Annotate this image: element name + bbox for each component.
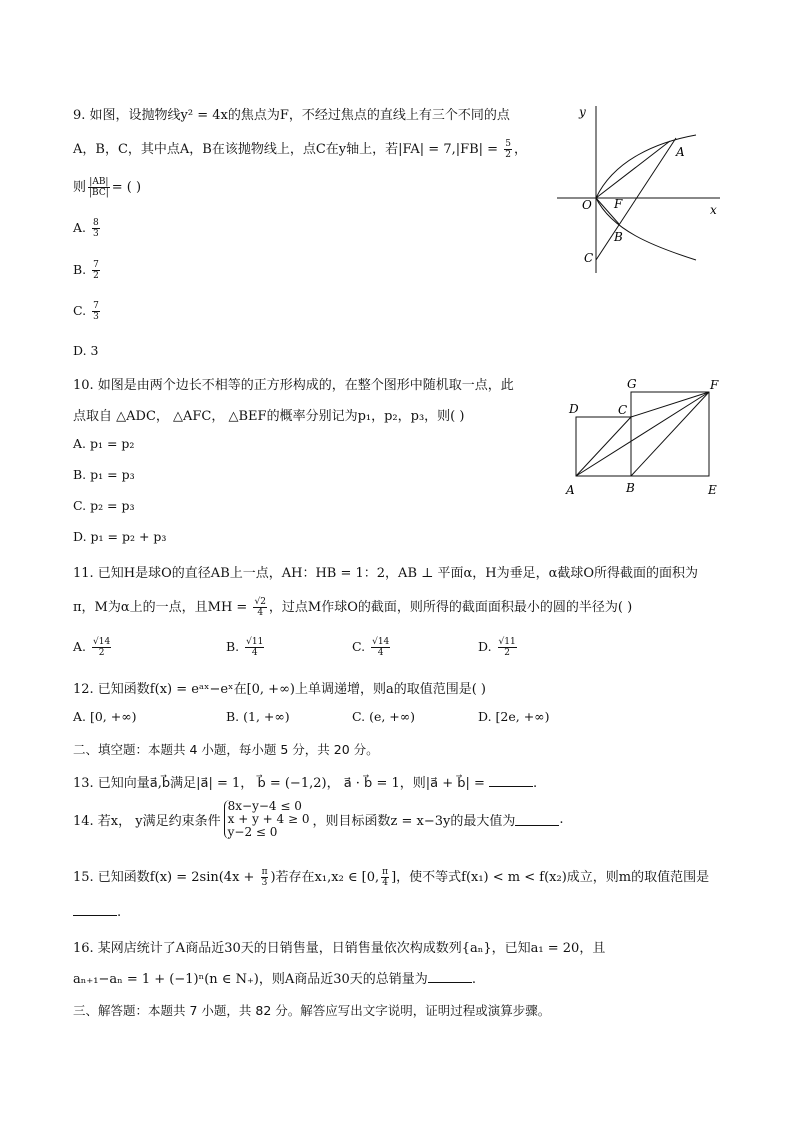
parabola-figure [552, 98, 727, 278]
q14-line: 14. 若x， y满足约束条件 8x−y−4 ≤ 0 x + y + 4 ≥ 0 y−2 ≤ 0 ，则目标函数z = x−3y的最大值为 . [73, 799, 564, 839]
q10-option-d: D. p₁ = p₂ + p₃ [73, 529, 167, 544]
fraction: $\frac{√2}{4}$ [254, 597, 266, 618]
section-2-heading: 二、填空题：本题共 4 小题，每小题 5 分，共 20 分。 [73, 742, 379, 757]
segment-oa [596, 141, 670, 198]
q12-option-a: A. [0, +∞) [73, 709, 137, 724]
answer-blank [428, 970, 472, 983]
label-a: A [566, 483, 575, 497]
q10-option-a: A. p₁ = p₂ [73, 436, 135, 451]
q9-line3: 则 $\frac{|AB|}{|BC|}$ = ( ) [73, 177, 142, 198]
label-f: F [710, 378, 719, 392]
q10-line1: 10. 如图是由两个边长不相等的正方形构成的，在整个图形中随机取一点，此 [73, 378, 514, 393]
q11-line1: 11. 已知H是球O的直径AB上一点，AH：HB = 1：2，AB ⊥ 平面α，H为垂足，α截球O所得截面的面积为 [73, 566, 699, 581]
q9-option-a: A. $\frac{8}{3}$ [73, 218, 99, 239]
label-d: D [569, 402, 579, 416]
q12-option-c: C. (e, +∞) [352, 709, 416, 724]
q9-option-d: D. 3 [73, 343, 99, 358]
q10-line2: 点取自 △ADC， △AFC， △BEF的概率分别记为p₁，p₂，p₃，则( ) [73, 409, 465, 424]
q12-line1: 12. 已知函数f(x) = eᵃˣ−eˣ在[0, +∞)上单调递增，则a的取值范围是( ) [73, 682, 486, 697]
q11-option-d: D. $\frac{√11}{2}$ [478, 637, 516, 658]
label-b: B [626, 481, 635, 495]
label-y: y [579, 105, 586, 119]
label-c: C [618, 403, 628, 417]
q9-line2: A，B，C，其中点A，B在该抛物线上，点C在y轴上，若|FA| = 7,|FB| = $\frac{5}{2}$ ， [73, 139, 527, 160]
q11-option-b: B. $\frac{√11}{4}$ [226, 637, 264, 658]
label-e: E [708, 483, 717, 497]
q11-option-a: A. $\frac{√14}{2}$ [73, 637, 111, 658]
q10-option-c: C. p₂ = p₃ [73, 498, 135, 513]
fraction: $\frac{|AB|}{|BC|}$ [89, 177, 109, 198]
q15-line1: 15. 已知函数f(x) = 2sin(4x + $\frac{\pi}{3}$ )若存在x₁,x₂ ∈ [0, $\frac{\pi}{4}$ ]，使不等式f(x₁) < m < f(x₂)成立，则m的取值范围是 [73, 867, 710, 888]
q9-line1: 9. 如图，设抛物线y² = 4x的焦点为F，不经过焦点的直线上有三个不同的点 [73, 108, 510, 123]
q12-option-d: D. [2e, +∞) [478, 709, 550, 724]
q11-option-c: C. $\frac{√14}{4}$ [352, 637, 390, 658]
label-g: G [627, 377, 637, 391]
constraint-system: 8x−y−4 ≤ 0 x + y + 4 ≥ 0 y−2 ≤ 0 [224, 800, 310, 839]
section-3-heading: 三、解答题：本题共 7 小题，共 82 分。解答应写出文字说明，证明过程或演算步骤。 [73, 1003, 551, 1018]
label-c: C [584, 251, 594, 265]
answer-blank [489, 774, 533, 787]
label-f: F [614, 197, 623, 211]
answer-blank [515, 813, 559, 826]
q9-option-b: B. $\frac{7}{2}$ [73, 260, 99, 281]
label-x: x [710, 203, 717, 217]
q16-line2: aₙ₊₁−aₙ = 1 + (−1)ⁿ(n ∈ N₊)，则A商品近30天的总销量为 . [73, 972, 476, 987]
q16-line1: 16. 某网店统计了A商品近30天的日销售量，日销售量依次构成数列{aₙ}，已知a₁ = 20，且 [73, 941, 606, 956]
q12-option-b: B. (1, +∞) [226, 709, 290, 724]
q15-line2: . [73, 903, 121, 920]
q13-line: 13. 已知向量a⃗,b⃗满足|a⃗| = 1， b⃗ = (−1,2)， a⃗ · b⃗ = 1，则|a⃗ + b⃗| = . [73, 776, 538, 791]
label-a: A [676, 145, 685, 159]
q11-line2: π，M为α上的一点，且MH = $\frac{√2}{4}$ ，过点M作球O的截面，则所得的截面面积最小的圆的半径为( ) [73, 597, 633, 618]
fraction: $\frac{5}{2}$ [505, 139, 511, 160]
q10-option-b: B. p₁ = p₃ [73, 467, 135, 482]
answer-blank [73, 903, 117, 916]
label-b: B [614, 230, 623, 244]
q9-option-c: C. $\frac{7}{3}$ [73, 301, 99, 322]
squares-figure [560, 372, 730, 502]
label-o: O [582, 198, 592, 212]
